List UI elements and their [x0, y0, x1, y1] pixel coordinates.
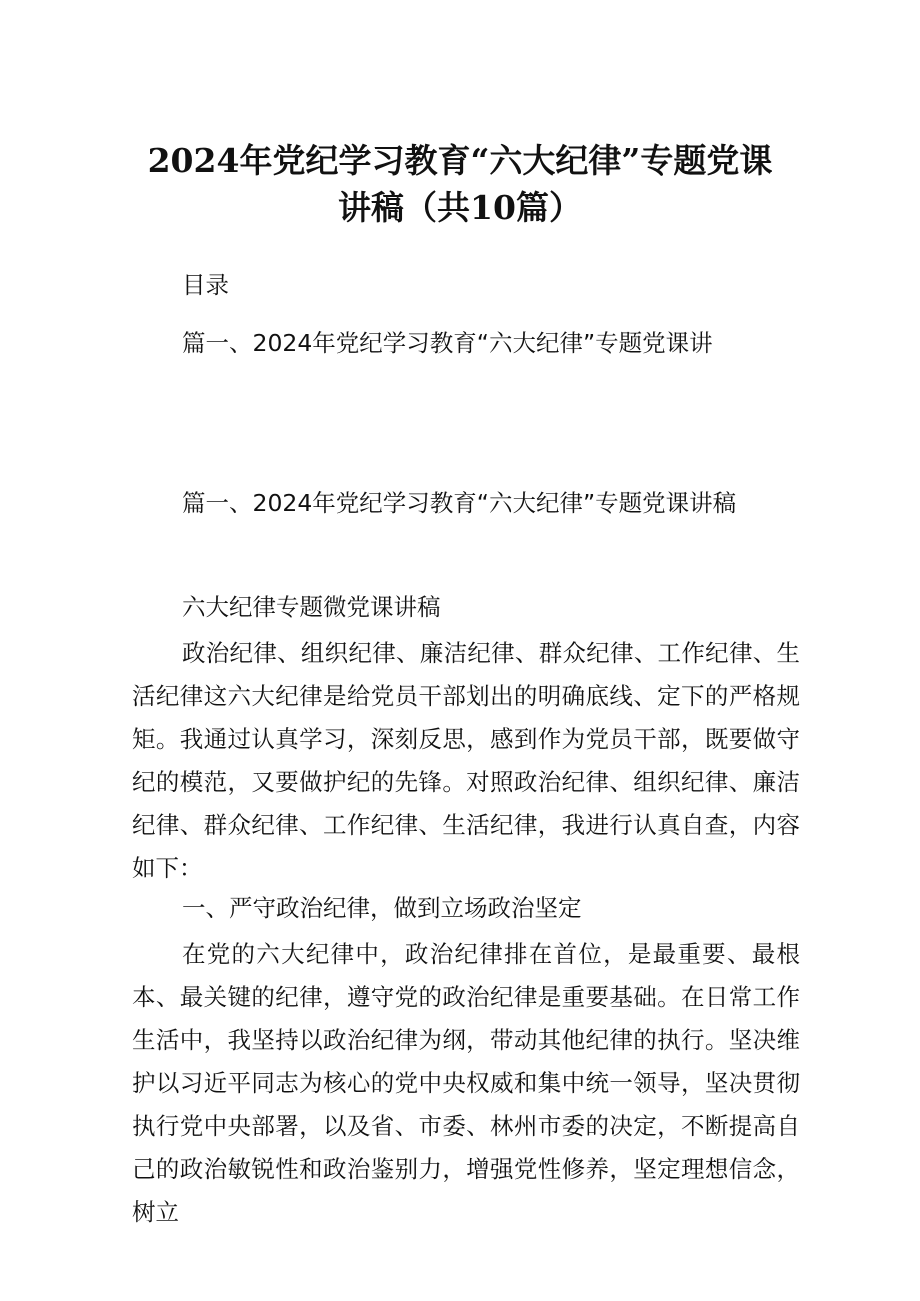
body-paragraph: 政治纪律、组织纪律、廉洁纪律、群众纪律、工作纪律、生活纪律这六大纪律是给党员干部划出的明确底线、定下的严格规矩。我通过认真学习，深刻反思，感到作为党员干部，既要做守纪的模范，又要做护纪的先锋。对照政治纪律、组织纪律、廉洁纪律、群众纪律、工作纪律、生活纪律，我进行认真自查，内容如下：	[132, 639, 800, 882]
sub-title: 六大纪律专题微党课讲稿	[182, 593, 441, 621]
section-heading: 篇一、2024年党纪学习教育“六大纪律”专题党课讲稿	[182, 489, 737, 517]
toc-heading: 目录	[182, 271, 229, 299]
document-title-line2: 讲稿（共10篇）	[338, 188, 582, 227]
document-title-line1: 2024年党纪学习教育“六大纪律”专题党课	[147, 141, 773, 180]
toc-item[interactable]: 篇一、2024年党纪学习教育“六大纪律”专题党课讲	[182, 329, 713, 357]
body-paragraph: 在党的六大纪律中，政治纪律排在首位，是最重要、最根本、最关键的纪律，遵守党的政治纪律是重要基础。在日常工作生活中，我坚持以政治纪律为纲，带动其他纪律的执行。坚决维护以习近平同志为核心的党中央权威和集中统一领导，坚决贯彻执行党中央部署，以及省、市委、林州市委的决定，不断提高自己的政治敏锐性和政治鉴别力，增强党性修养，坚定理想信念，树立	[132, 940, 800, 1226]
paragraph-heading: 一、严守政治纪律，做到立场政治坚定	[182, 894, 582, 922]
